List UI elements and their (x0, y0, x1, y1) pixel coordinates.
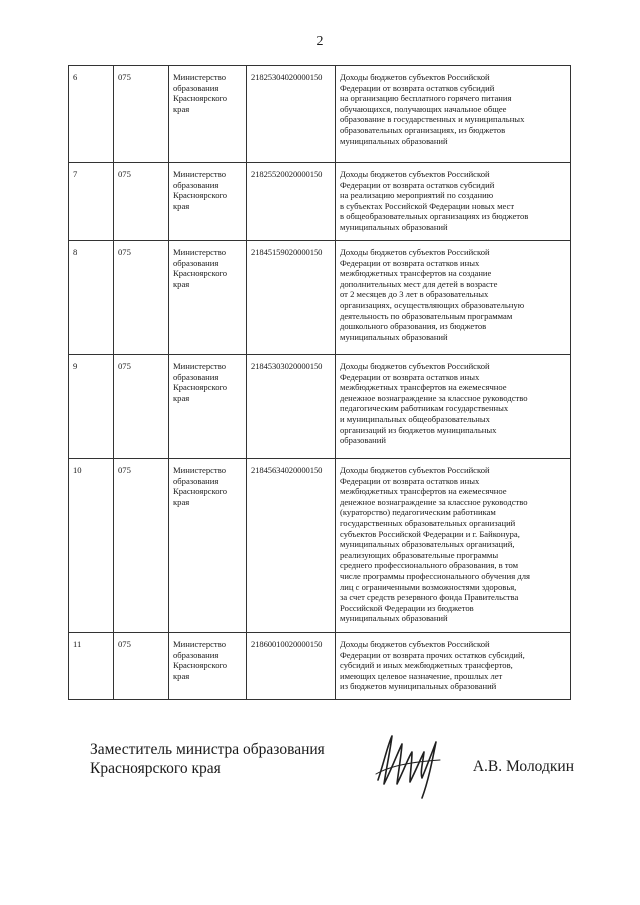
handwritten-signature (370, 722, 450, 807)
revenue-description (336, 459, 571, 633)
revenue-description-line: Доходы бюджетов субъектов Российской (340, 72, 490, 82)
signer-position-line: Заместитель министра образования (90, 741, 325, 758)
budget-classification-code: 21845159020000150 (247, 241, 336, 355)
administrator-name-line: края (173, 392, 190, 403)
table-row (69, 459, 571, 633)
revenue-description-line: межбюджетных трансфертов на ежемесячное (340, 382, 507, 393)
administrator-name-line: Красноярского (173, 382, 228, 393)
administrator-name-line: образования (173, 649, 219, 660)
administrator-name-line: образования (173, 82, 219, 93)
revenue-description-line: организациях, осуществляющих образовательную (340, 299, 525, 310)
revenue-description-line: числе программы профессионального обучения для (340, 570, 530, 581)
revenue-description-line: реализующих образовательные программы (340, 549, 499, 560)
revenue-description-line: педагогическим работникам государственных (340, 403, 509, 414)
signer-name: А.В. Молодкин (472, 758, 574, 775)
revenue-description-line: от 2 месяцев до 3 лет в образовательных (340, 289, 489, 300)
administrator-name (169, 241, 247, 355)
administrator-name-line: Красноярского (173, 268, 228, 279)
table-row (69, 633, 571, 700)
revenue-description-line: межбюджетных трансфертов на создание (340, 268, 492, 279)
administrator-name-line: Министерство (173, 247, 226, 257)
revenue-description-line: Доходы бюджетов субъектов Российской (340, 247, 490, 257)
administrator-name-line: образования (173, 179, 219, 190)
administrator-name-line: края (173, 200, 190, 211)
table-row (69, 241, 571, 355)
table-row (69, 66, 571, 163)
budget-classification-code: 21845634020000150 (247, 459, 336, 633)
revenue-description-line: обучающихся, получающих начальное общее (340, 103, 507, 114)
administrator-name-line: Министерство (173, 639, 226, 649)
row-number: 6 (69, 66, 114, 163)
revenue-description-line: денежное вознаграждение за классное руководство (340, 496, 528, 507)
budget-classification-code: 21825304020000150 (247, 66, 336, 163)
revenue-description-line: Федерации от возврата остатков субсидий (340, 179, 495, 190)
row-number: 11 (69, 633, 114, 700)
administrator-name-line: края (173, 496, 190, 507)
administrator-name (169, 459, 247, 633)
administrator-name-line: образования (173, 257, 219, 268)
administrator-name (169, 66, 247, 163)
revenue-description-line: Федерации от возврата прочих остатков субсидий, (340, 649, 525, 660)
administrator-name-line: образования (173, 475, 219, 486)
revenue-description-line: образовательных организациях, из бюджетов (340, 124, 506, 135)
revenue-description-line: Федерации от возврата остатков иных (340, 475, 480, 486)
administrator-name (169, 633, 247, 700)
revenue-description-line: образований (340, 435, 386, 446)
admin-code: 075 (114, 241, 169, 355)
revenue-description-line: имеющих целевое назначение, прошлых лет (340, 670, 503, 681)
administrator-name-line: Красноярского (173, 93, 228, 104)
signer-position-line: Красноярского края (90, 760, 221, 777)
revenue-description-line: денежное вознаграждение за классное руководство (340, 392, 528, 403)
administrator-name-line: края (173, 278, 190, 289)
budget-classification-code: 21860010020000150 (247, 633, 336, 700)
row-number: 10 (69, 459, 114, 633)
revenue-description-line: на реализацию мероприятий по созданию (340, 190, 494, 201)
revenue-description-line: межбюджетных трансфертов на ежемесячное (340, 486, 507, 497)
revenue-description-line: в субъектах Российской Федерации новых мест (340, 200, 515, 211)
administrator-name-line: Красноярского (173, 660, 228, 671)
administrator-name-line: края (173, 670, 190, 681)
revenue-description-line: муниципальных образований (340, 135, 448, 146)
revenue-description-line: и муниципальных общеобразовательных (340, 413, 490, 424)
revenue-description-line: Доходы бюджетов субъектов Российской (340, 361, 490, 371)
admin-code: 075 (114, 66, 169, 163)
page-number: 2 (316, 34, 324, 49)
signer-position (90, 740, 325, 778)
administrator-name-line: Министерство (173, 169, 226, 179)
row-number: 8 (69, 241, 114, 355)
revenue-description-line: за счет средств резервного фонда Правительства (340, 592, 519, 603)
revenue-description-line: дошкольного образования, из бюджетов (340, 321, 487, 332)
administrator-name-line: Красноярского (173, 486, 228, 497)
revenue-description-line: муниципальных образований (340, 331, 448, 342)
revenue-description-line: на организацию бесплатного горячего питания (340, 93, 512, 104)
revenue-description-line: Федерации от возврата остатков иных (340, 371, 480, 382)
administrator-name-line: Министерство (173, 465, 226, 475)
revenue-description-line: Российской Федерации из бюджетов (340, 602, 474, 613)
revenue-description-line: Федерации от возврата остатков субсидий (340, 82, 495, 93)
revenue-description-line: муниципальных образований (340, 613, 448, 624)
administrator-name-line: Красноярского (173, 190, 228, 201)
revenue-description-line: лиц с ограниченными возможностями здоровья, (340, 581, 517, 592)
administrator-name-line: образования (173, 371, 219, 382)
revenue-description-line: муниципальных образований (340, 221, 448, 232)
revenue-description-line: Федерации от возврата остатков иных (340, 257, 480, 268)
revenue-description-line: (кураторство) педагогическим работникам (340, 507, 496, 518)
administrator-name (169, 355, 247, 459)
administrator-name-line: края (173, 103, 190, 114)
table-row (69, 355, 571, 459)
revenue-description-line: субъектов Российской Федерации и г. Байконура, (340, 528, 520, 539)
revenue-description-line: в общеобразовательных организациях из бюджетов (340, 211, 529, 222)
revenue-description-line: Доходы бюджетов субъектов Российской (340, 169, 490, 179)
revenue-description-line: среднего профессионального образования, в том (340, 560, 519, 571)
revenue-description-line: Доходы бюджетов субъектов Российской (340, 639, 490, 649)
revenue-description-line: деятельность по образовательным программам (340, 310, 513, 321)
row-number: 9 (69, 355, 114, 459)
signature-drawing (370, 722, 450, 802)
revenue-description (336, 241, 571, 355)
administrator-name-line: Министерство (173, 361, 226, 371)
administrator-name-line: Министерство (173, 72, 226, 82)
admin-code: 075 (114, 459, 169, 633)
budget-classification-code: 21845303020000150 (247, 355, 336, 459)
table-row (69, 163, 571, 241)
budget-classification-code: 21825520020000150 (247, 163, 336, 241)
admin-code: 075 (114, 355, 169, 459)
revenue-description-line: из бюджетов муниципальных образований (340, 681, 497, 692)
revenue-description-line: субсидий и иных межбюджетных трансфертов, (340, 660, 513, 671)
administrator-name (169, 163, 247, 241)
revenue-description-line: государственных образовательных организаций (340, 517, 516, 528)
revenue-description (336, 66, 571, 163)
row-number: 7 (69, 163, 114, 241)
revenue-description (336, 163, 571, 241)
revenue-description (336, 633, 571, 700)
admin-code: 075 (114, 163, 169, 241)
revenue-description (336, 355, 571, 459)
admin-code: 075 (114, 633, 169, 700)
revenue-description-line: Доходы бюджетов субъектов Российской (340, 465, 490, 475)
revenue-description-line: муниципальных образовательных организаций, (340, 539, 515, 550)
revenue-codes-table (68, 65, 571, 700)
revenue-description-line: дополнительных мест для детей в возрасте (340, 278, 498, 289)
revenue-description-line: организаций из бюджетов муниципальных (340, 424, 497, 435)
revenue-description-line: образование в государственных и муниципальных (340, 114, 525, 125)
